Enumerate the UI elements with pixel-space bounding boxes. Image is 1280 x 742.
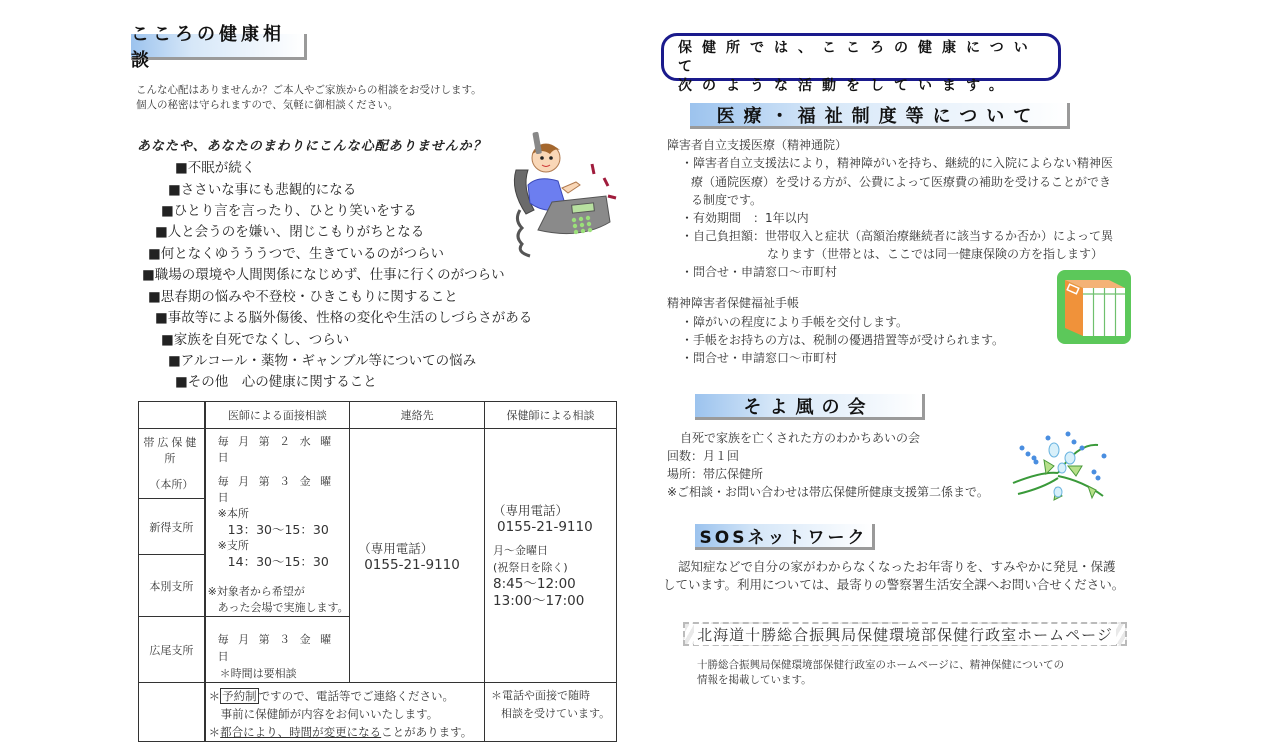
intro-line: 個人の秘密は守られますので、気軽に御相談ください。 bbox=[136, 99, 399, 111]
section-title-sos bbox=[695, 524, 875, 550]
nurse-cell bbox=[485, 429, 617, 683]
nurse-phone: 0155-21-9110 bbox=[497, 518, 593, 535]
table-header-cell: 保健師による相談 bbox=[485, 402, 617, 429]
medical-item1-desc: る制度です。 bbox=[691, 193, 763, 207]
section-title-text: 医療・福祉制度等について bbox=[716, 105, 1041, 127]
doctor-day: 毎 月 第 ２ 水 曜 日 bbox=[217, 435, 335, 464]
homepage-link-text[interactable]: 北海道十勝総合振興局保健環境部保健行政室ホームページ bbox=[694, 624, 1116, 645]
office-obihiro bbox=[139, 429, 205, 499]
nurse-hours-pm: 13:00～17:00 bbox=[493, 592, 585, 609]
section-title-medical bbox=[690, 103, 1070, 129]
contact-phone: 0155-21-9110 bbox=[364, 556, 460, 573]
contact-label: （専用電話） bbox=[358, 540, 434, 556]
section-title-text: SOSネットワーク bbox=[699, 528, 868, 548]
office-shintoku: 新得支所 bbox=[139, 498, 205, 555]
doctor-day: 毎 月 第 ３ 金 曜 日 bbox=[217, 633, 335, 663]
bubble-line: 保健所では、こころの健康について bbox=[678, 40, 1038, 75]
consultation-schedule-table bbox=[138, 401, 617, 742]
doctor-label: ※支所 bbox=[217, 539, 249, 552]
concern-question: あなたや、あなたのまわりにこんな心配ありませんか？ bbox=[137, 139, 487, 154]
doctor-schedule-cell bbox=[205, 429, 350, 617]
concern-item: ■不眠が続く bbox=[175, 160, 256, 176]
intro-line: こんな心配はありませんか？ご本人やご家族からの相談をお受けします。 bbox=[136, 84, 482, 96]
concern-item: ■人と会うのを嫌い、閉じこもりがちとなる bbox=[155, 224, 425, 240]
footer-notes-cell bbox=[205, 683, 485, 742]
doctor-note: ＊時間は要相談 bbox=[219, 667, 297, 680]
concern-item: ■その他 心の健康に関すること bbox=[175, 374, 377, 390]
soyo-line: ※ご相談・お問い合わせは帯広保健所健康支援第二係まで。 bbox=[667, 485, 989, 499]
intro-text bbox=[136, 83, 482, 113]
medical-item1-title: 障害者自立支援医療（精神通院） bbox=[667, 138, 848, 152]
soyo-line: 場所：帯広保健所 bbox=[667, 467, 764, 481]
homepage-desc-line: 十勝総合振興局保健環境部保健行政室のホームページに、精神保健についての bbox=[697, 659, 1065, 671]
office-sub: （本所） bbox=[149, 478, 194, 492]
footer-note: ＊ 予約制 ですので、電話等でご連絡ください。 bbox=[208, 689, 454, 703]
footer-note: 事前に保健師が内容をお伺いいたします。 bbox=[220, 707, 439, 721]
concern-item: ■思春期の悩みや不登校・ひきこもりに関すること bbox=[148, 289, 458, 305]
concern-item: ■ささいな事にも悲観的になる bbox=[168, 182, 357, 198]
table-header-cell: 医師による面接相談 bbox=[205, 402, 350, 429]
footer-nurse-cell bbox=[485, 683, 617, 742]
person-on-phone-icon bbox=[498, 130, 628, 260]
footer-empty-cell bbox=[139, 683, 205, 742]
concern-item: ■ひとり言を言ったり、ひとり笑いをする bbox=[161, 203, 417, 219]
concern-item: ■アルコール・薬物・ギャンブル等についての悩み bbox=[168, 353, 477, 369]
office-honbetsu: 本別支所 bbox=[139, 555, 205, 617]
footer-note: ＊都合により、時間が変更になることがあります。 bbox=[208, 725, 473, 739]
contact-cell bbox=[350, 429, 485, 683]
nurse-except: (祝祭日を除く) bbox=[493, 560, 568, 574]
bubble-line: 次のような活動をしています。 bbox=[678, 78, 1013, 94]
footer-note: ＊電話や面接で随時 bbox=[491, 689, 591, 702]
section-title-kokoro bbox=[131, 23, 307, 71]
medical-item2-line: ・手帳をお持ちの方は、税制の優遇措置等が受けられます。 bbox=[681, 333, 1005, 347]
homepage-desc bbox=[697, 658, 1064, 688]
concern-item: ■何となくゆうううつで、生きているのがつらい bbox=[148, 246, 444, 262]
medical-item1-desc: ・障害者自立支援法により，精神障がいを持ち、継続的に入院によらない精神医 bbox=[681, 156, 1114, 170]
concern-item: ■家族を自死でなくし、つらい bbox=[161, 332, 350, 348]
doctor-time: 13：30～15：30 bbox=[227, 522, 329, 537]
office-hiroo: 広尾支所 bbox=[139, 617, 205, 683]
section-title-text: そよ風の会 bbox=[743, 396, 874, 418]
doctor-label: ※本所 bbox=[217, 507, 249, 520]
soyo-line: 回数：月１回 bbox=[667, 449, 740, 463]
books-icon bbox=[1057, 270, 1131, 344]
telephone-illustration bbox=[498, 130, 628, 260]
flower-illustration bbox=[1008, 428, 1108, 508]
nurse-hours-am: 8:45～12:00 bbox=[493, 575, 576, 592]
concern-item: ■職場の環境や人間関係になじめず、仕事に行くのがつらい bbox=[142, 267, 505, 283]
table-header-row bbox=[139, 402, 617, 429]
medical-copay: なります（世帯とは、ここでは同一健康保険の方を指します） bbox=[767, 247, 1104, 261]
table-header-cell bbox=[139, 402, 205, 429]
concern-item: ■事故等による脳外傷後、性格の変化や生活のしづらさがある bbox=[155, 310, 533, 326]
homepage-link[interactable] bbox=[683, 622, 1127, 646]
medical-item1-desc: 療（通院医療）を受ける方が、公費によって医療費の補助を受けることができ bbox=[691, 175, 1112, 189]
doctor-day: 毎 月 第 ３ 金 曜 日 bbox=[217, 475, 335, 504]
section-title-text: こころの健康相談 bbox=[131, 23, 285, 71]
section-title-soyo bbox=[695, 394, 925, 420]
intro-bubble bbox=[661, 33, 1061, 94]
medical-item2-title: 精神障害者保健福祉手帳 bbox=[667, 296, 800, 310]
doctor-note: ※対象者から希望が bbox=[207, 585, 305, 598]
flower-icon bbox=[1008, 428, 1108, 508]
table-header-cell: 連絡先 bbox=[350, 402, 485, 429]
doctor-note: あった会場で実施します。 bbox=[217, 601, 349, 614]
hiroo-schedule-cell bbox=[205, 617, 350, 683]
homepage-desc-line: 情報を掲載しています。 bbox=[697, 674, 812, 686]
medical-copay: ・自己負担額：世帯収入と症状（高額治療継続者に該当するか否か）によって異 bbox=[681, 229, 1114, 243]
table-row bbox=[139, 429, 617, 499]
doctor-time: 14：30～15：30 bbox=[227, 554, 329, 569]
medical-item2-line: ・問合せ・申請窓口～市町村 bbox=[681, 351, 838, 365]
medical-validity: ・有効期間 ：1年以内 bbox=[681, 211, 809, 225]
sos-line: しています。利用については、最寄りの警察署生活安全課へお問い合せください。 bbox=[663, 577, 1125, 592]
table-footer-row bbox=[139, 683, 617, 742]
nurse-days: 月～金曜日 bbox=[493, 543, 549, 557]
nurse-label: （専用電話） bbox=[493, 502, 569, 518]
footer-note: 相談を受けています。 bbox=[501, 707, 611, 720]
soyo-line: 自死で家族を亡くされた方のわかちあいの会 bbox=[680, 431, 921, 445]
office-name: 帯広保健所 bbox=[143, 436, 200, 466]
medical-item2-line: ・障がいの程度により手帳を交付します。 bbox=[681, 315, 909, 329]
sos-line: 認知症などで自分の家がわからなくなったお年寄りを、すみやかに発見・保護 bbox=[678, 559, 1116, 574]
medical-contact: ・問合せ・申請窓口～市町村 bbox=[681, 265, 838, 279]
